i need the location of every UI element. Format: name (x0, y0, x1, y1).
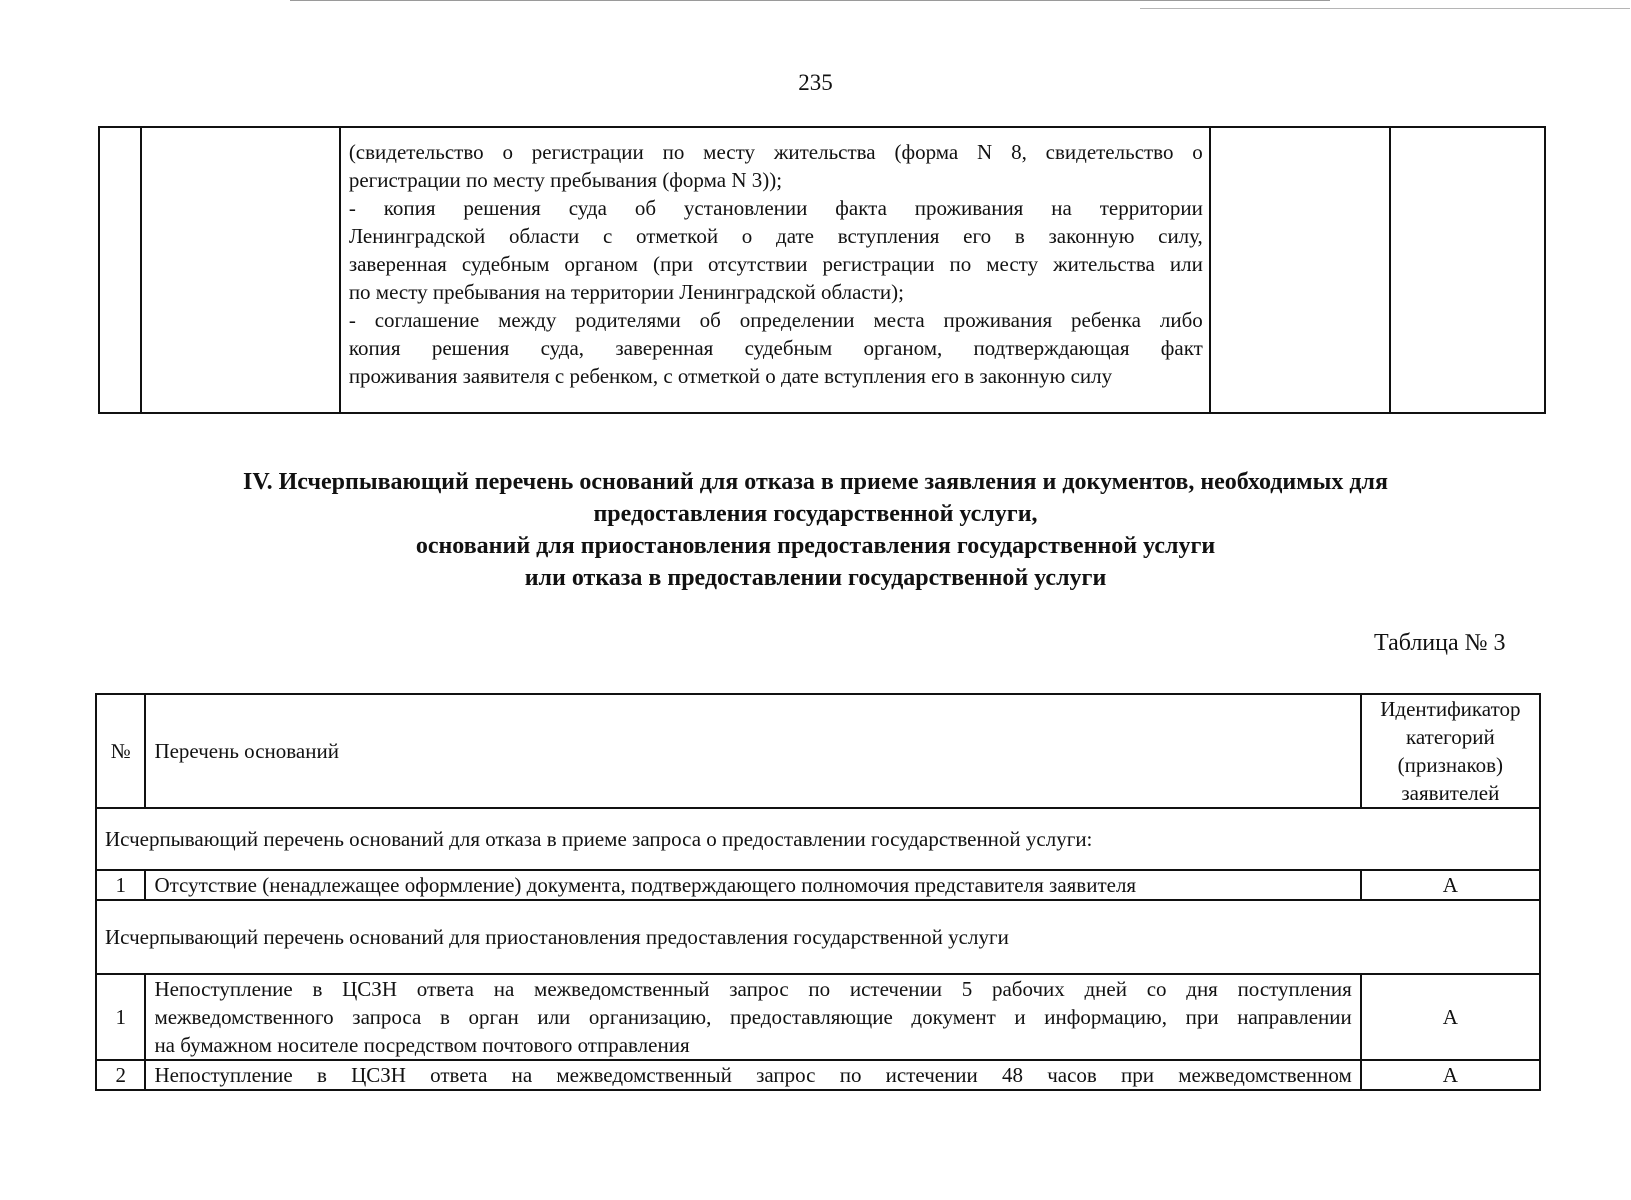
documents-line: проживания заявителя с ребенком, с отметкой о дате вступления его в законную силу (348, 364, 1113, 388)
row-text (145, 974, 1360, 1060)
row-text: Непоступление в ЦСЗН ответа на межведомственный запрос по истечении 48 часов при межведомственном (145, 1060, 1360, 1090)
section-heading-line: оснований для приостановления предоставления государственной услуги (415, 533, 1216, 559)
documents-line: копия решения суда, заверенная судебным органом, подтверждающая факт (348, 336, 1203, 360)
section-heading (100, 466, 1531, 594)
table-row (96, 974, 1540, 1060)
header-identifier-line: заявителей (1401, 781, 1500, 805)
row-identifier: А (1361, 870, 1540, 900)
row-number: 2 (96, 1060, 145, 1090)
scan-artifact-line (290, 0, 1330, 1)
row-text-line: Непоступление в ЦСЗН ответа на межведомственный запрос по истечении 5 рабочих дней со дня поступления (154, 977, 1352, 1001)
table-cell-empty (1390, 127, 1545, 413)
group-row (96, 808, 1540, 870)
scan-artifact-line (1140, 8, 1630, 9)
documents-line: регистрации по месту пребывания (форма N 3)); (348, 168, 783, 192)
row-number: 1 (96, 870, 145, 900)
continued-documents-table (98, 126, 1546, 414)
header-identifier-line: Идентификатор (1380, 697, 1521, 721)
row-text-line: межведомственного запроса в орган или организацию, предоставляющие документ и информацию, при направлении (154, 1005, 1352, 1029)
table-row (96, 1060, 1540, 1090)
table-cell-empty (141, 127, 340, 413)
refusal-grounds-table (95, 693, 1541, 1091)
documents-line: (свидетельство о регистрации по месту жительства (форма N 8, свидетельство о (348, 140, 1203, 164)
section-heading-line: предоставления государственной услуги, (593, 501, 1038, 527)
table-row (96, 870, 1540, 900)
group-title: Исчерпывающий перечень оснований для отказа в приеме запроса о предоставлении государственной услуги: (96, 808, 1540, 870)
header-identifier-line: (признаков) (1397, 753, 1504, 777)
header-reasons: Перечень оснований (145, 694, 1360, 808)
documents-line: по месту пребывания на территории Ленинградской области); (348, 280, 904, 304)
documents-list-cell (340, 127, 1210, 413)
row-identifier: А (1361, 974, 1540, 1060)
group-title: Исчерпывающий перечень оснований для приостановления предоставления государственной услуги (96, 900, 1540, 974)
documents-line: заверенная судебным органом (при отсутствии регистрации по месту жительства или (348, 252, 1203, 276)
header-identifier-line: категорий (1406, 725, 1495, 749)
page-number: 235 (798, 70, 833, 95)
group-row (96, 900, 1540, 974)
table-cell-empty (99, 127, 141, 413)
row-number: 1 (96, 974, 145, 1060)
documents-line: - копия решения суда об установлении факта проживания на территории (348, 196, 1203, 220)
section-heading-line: IV. Исчерпывающий перечень оснований для отказа в приеме заявления и документов, необходимых для (243, 469, 1388, 495)
row-identifier: А (1361, 1060, 1540, 1090)
documents-line: Ленинградской области с отметкой о дате вступления его в законную силу, (348, 224, 1203, 248)
header-row (96, 694, 1540, 808)
table-label: Таблица № 3 (1374, 630, 1506, 656)
table-row (99, 127, 1545, 413)
header-number: № (96, 694, 145, 808)
section-heading-line: или отказа в предоставлении государственной услуги (524, 565, 1107, 591)
table-cell-empty (1210, 127, 1391, 413)
documents-line: - соглашение между родителями об определении места проживания ребенка либо (348, 308, 1203, 332)
header-identifier (1361, 694, 1540, 808)
row-text-line: на бумажном носителе посредством почтового отправления (154, 1033, 690, 1057)
row-text: Отсутствие (ненадлежащее оформление) документа, подтверждающего полномочия представителя заявителя (145, 870, 1360, 900)
